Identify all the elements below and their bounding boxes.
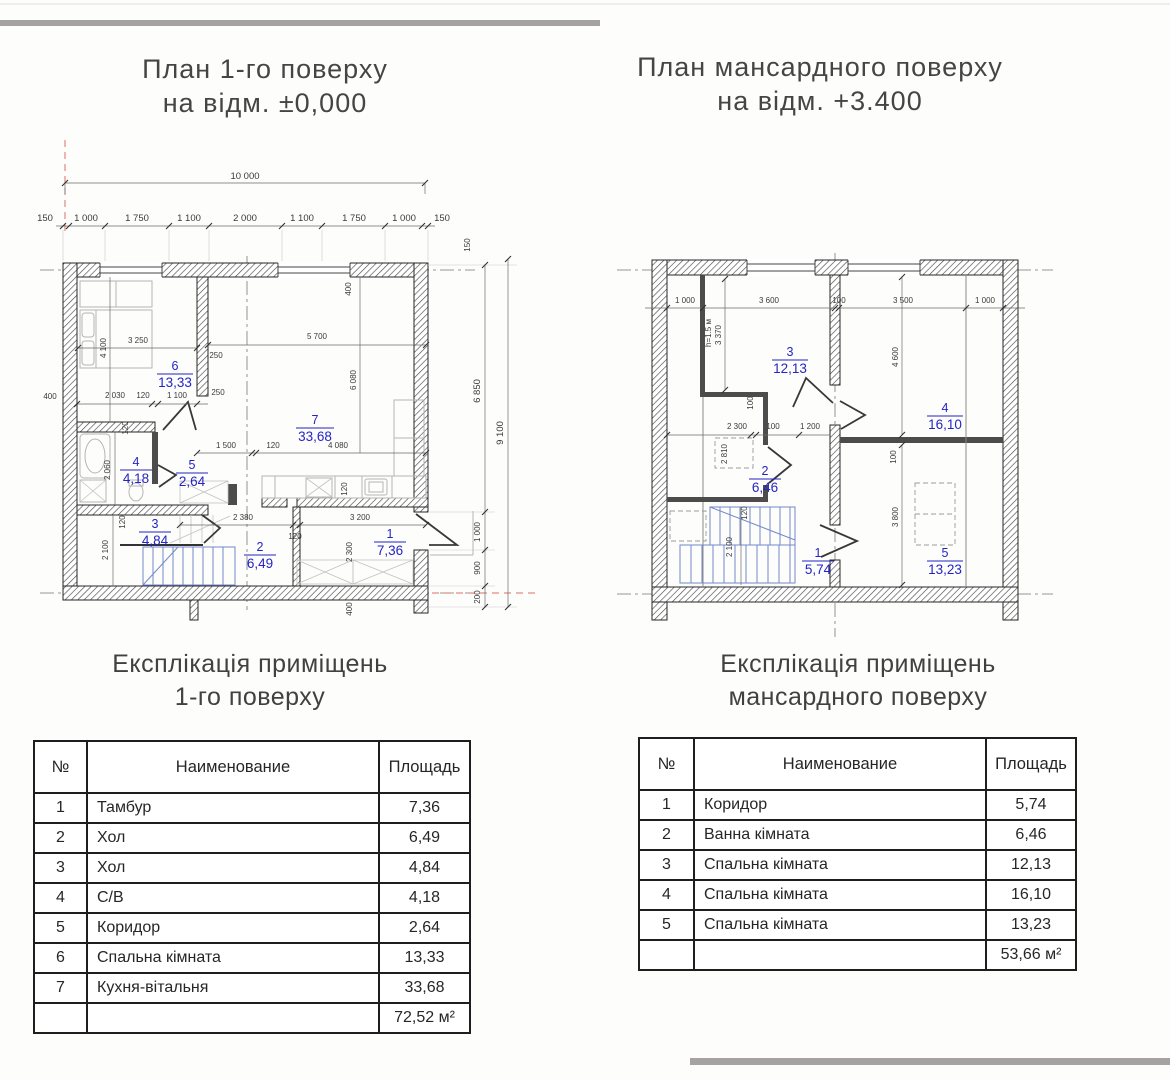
dim-label: 1 750	[342, 213, 366, 224]
row-name: Спальна кімната	[694, 850, 986, 880]
room-number: 4	[132, 455, 140, 469]
room-area: 12,13	[773, 361, 807, 376]
row-name: Коридор	[694, 790, 986, 820]
dim-label: 100	[832, 296, 846, 305]
dim-label: 2 380	[232, 513, 254, 522]
col-header-area: Площадь	[986, 738, 1076, 790]
table-total-row	[639, 940, 1076, 970]
row-name: Ванна кімната	[694, 820, 986, 850]
floor-plan-1-drawing	[30, 138, 540, 643]
dim-label: 6 850	[472, 379, 483, 403]
dim-label: 3 200	[349, 513, 371, 522]
dim-label: 1 000	[974, 296, 996, 305]
row-name: Кухня-вітальня	[87, 973, 379, 1003]
room-number: 5	[188, 458, 196, 472]
floor-plan-2-drawing	[615, 245, 1155, 645]
table1-title	[30, 648, 470, 714]
row-area: 6,49	[379, 823, 470, 853]
row-num: 2	[34, 823, 87, 853]
row-name: Спальна кімната	[694, 880, 986, 910]
dim-label: 1 750	[125, 213, 149, 224]
dim-label: 9 100	[495, 421, 506, 445]
bottom-gray-bar	[690, 1058, 1170, 1065]
row-num: 4	[34, 883, 87, 913]
dim-label: 2 300	[726, 422, 748, 431]
dim-label: 120	[340, 482, 349, 496]
row-name: Тамбур	[87, 793, 379, 823]
dim-label: 4 100	[99, 337, 108, 359]
room-area: 2,64	[178, 474, 206, 489]
dim-label: 1 100	[166, 391, 188, 400]
dim-label: 150	[37, 213, 53, 224]
dim-label: 6 080	[349, 369, 358, 391]
plan2-title-line1: План мансардного поверху	[637, 52, 1003, 82]
table-row	[34, 883, 470, 913]
row-area: 4,18	[379, 883, 470, 913]
row-num: 1	[34, 793, 87, 823]
row-name: Коридор	[87, 913, 379, 943]
dim-label: 2 100	[101, 539, 110, 561]
dim-label: 400	[43, 392, 57, 401]
table-row	[639, 910, 1076, 940]
row-area: 5,74	[986, 790, 1076, 820]
table-row	[34, 823, 470, 853]
room-area: 5,74	[804, 562, 832, 577]
col-header-area: Площадь	[379, 741, 470, 793]
dim-label: 4 600	[891, 346, 900, 368]
table-row	[34, 793, 470, 823]
dim-label: 250	[209, 351, 223, 360]
table-row	[34, 973, 470, 1003]
table-row	[639, 880, 1076, 910]
row-area: 16,10	[986, 880, 1076, 910]
room-area: 6,49	[246, 556, 274, 571]
table-row	[639, 820, 1076, 850]
dim-label: 100	[766, 422, 780, 431]
col-header-name: Наименование	[694, 738, 986, 790]
room-number: 3	[151, 517, 159, 531]
row-num: 1	[639, 790, 694, 820]
table-row	[34, 913, 470, 943]
room-number: 4	[941, 401, 949, 415]
dim-label: 2 000	[233, 213, 257, 224]
table-row	[639, 850, 1076, 880]
table1-title-line2: 1-го поверху	[174, 683, 326, 711]
explication-table-mansard	[638, 737, 1077, 971]
row-num: 2	[639, 820, 694, 850]
table-total-value: 72,52 м²	[379, 1003, 470, 1033]
dim-label: 5 700	[306, 332, 328, 341]
explication-table-floor1	[33, 740, 471, 1034]
dim-label: 1 200	[799, 422, 821, 431]
top-gray-bar	[0, 20, 600, 26]
room-area: 4,84	[141, 533, 169, 548]
dim-label: 3 250	[127, 336, 149, 345]
dim-label: 3 800	[891, 506, 900, 528]
table1-title-line1: Експлікація приміщень	[112, 650, 388, 678]
dim-label: 150	[434, 213, 450, 224]
row-name: Хол	[87, 823, 379, 853]
dim-label: 1 100	[290, 213, 314, 224]
dim-label: 1 000	[74, 213, 98, 224]
plan1-walls	[63, 263, 428, 620]
row-area: 4,84	[379, 853, 470, 883]
row-name: Хол	[87, 853, 379, 883]
dim-label: 2 030	[104, 391, 126, 400]
room-number: 7	[311, 413, 319, 427]
row-name: Спальна кімната	[694, 910, 986, 940]
row-area: 7,36	[379, 793, 470, 823]
row-name: Спальна кімната	[87, 943, 379, 973]
row-num: 7	[34, 973, 87, 1003]
plan2-title-line2: на відм. +3.400	[717, 86, 923, 116]
table-row	[639, 790, 1076, 820]
row-area: 13,33	[379, 943, 470, 973]
col-header-num: №	[34, 741, 87, 793]
dim-label: 3 500	[892, 296, 914, 305]
table2-title-line2: мансардного поверху	[728, 683, 988, 711]
row-area: 2,64	[379, 913, 470, 943]
room-number: 2	[761, 464, 769, 478]
plan1-dimensions	[37, 171, 517, 616]
dim-label: 4 080	[327, 441, 349, 450]
room-number: 2	[256, 540, 264, 554]
dim-label: 1 100	[177, 213, 201, 224]
plan2-stairs	[680, 507, 795, 583]
dim-label: 120	[118, 515, 127, 529]
dim-label: 900	[473, 561, 482, 575]
dim-label: 150	[463, 238, 472, 252]
plan2-furniture	[670, 438, 955, 545]
room-area: 4,18	[122, 471, 150, 486]
dim-label: 120	[740, 506, 749, 520]
plan1-room-labels	[120, 359, 406, 571]
dim-label: 120	[136, 391, 150, 400]
dim-label: 2 100	[725, 536, 734, 558]
table-header-row	[639, 738, 1076, 790]
dim-label: 2 300	[345, 541, 354, 563]
dim-label: 2 810	[720, 443, 729, 465]
row-num: 6	[34, 943, 87, 973]
dim-label: 1 500	[215, 441, 237, 450]
room-area: 13,23	[928, 562, 962, 577]
dim-label: 250	[211, 388, 225, 397]
dim-label: h=1.5 м	[704, 319, 713, 347]
col-header-num: №	[639, 738, 694, 790]
row-name: С/В	[87, 883, 379, 913]
plan2-doors	[768, 378, 865, 557]
dim-label: 10 000	[230, 171, 260, 182]
dim-label: 3 600	[758, 296, 780, 305]
row-num: 3	[639, 850, 694, 880]
dim-label: 120	[121, 421, 130, 435]
table-header-row	[34, 741, 470, 793]
table-total-row	[34, 1003, 470, 1033]
dim-label: 2 060	[103, 459, 112, 481]
plan1-title-line2: на відм. ±0,000	[162, 88, 368, 118]
dim-label: 100	[889, 450, 898, 464]
plan2-walls	[652, 260, 1018, 620]
room-area: 6,46	[751, 480, 779, 495]
room-number: 1	[386, 527, 394, 541]
dim-label: 400	[345, 602, 354, 616]
room-number: 1	[814, 546, 822, 560]
table2-title	[633, 648, 1083, 714]
row-num: 4	[639, 880, 694, 910]
plan1-title-line1: План 1-го поверху	[142, 54, 388, 84]
top-separator-line	[0, 3, 1170, 5]
row-area: 12,13	[986, 850, 1076, 880]
plan1-title	[30, 52, 500, 120]
room-area: 33,68	[298, 429, 332, 444]
room-number: 3	[786, 345, 794, 359]
row-area: 33,68	[379, 973, 470, 1003]
room-area: 7,36	[376, 543, 404, 558]
table-row	[34, 853, 470, 883]
room-area: 13,33	[158, 375, 192, 390]
table-total-value: 53,66 м²	[986, 940, 1076, 970]
room-number: 5	[941, 546, 949, 560]
room-area: 16,10	[928, 417, 962, 432]
room-number: 6	[171, 359, 179, 373]
dim-label: 200	[473, 590, 482, 604]
dim-label: 3 370	[714, 324, 723, 346]
row-num: 3	[34, 853, 87, 883]
col-header-name: Наименование	[87, 741, 379, 793]
table2-title-line1: Експлікація приміщень	[720, 650, 996, 678]
dim-label: 120	[288, 532, 302, 541]
plan2-title	[600, 50, 1040, 118]
dim-label: 1 000	[392, 213, 416, 224]
row-num: 5	[639, 910, 694, 940]
row-area: 13,23	[986, 910, 1076, 940]
table-row	[34, 943, 470, 973]
row-num: 5	[34, 913, 87, 943]
dim-label: 1 000	[674, 296, 696, 305]
row-area: 6,46	[986, 820, 1076, 850]
dim-label: 400	[344, 282, 353, 296]
dim-label: 100	[746, 396, 755, 410]
dim-label: 1 000	[473, 521, 482, 543]
dim-label: 120	[266, 441, 280, 450]
